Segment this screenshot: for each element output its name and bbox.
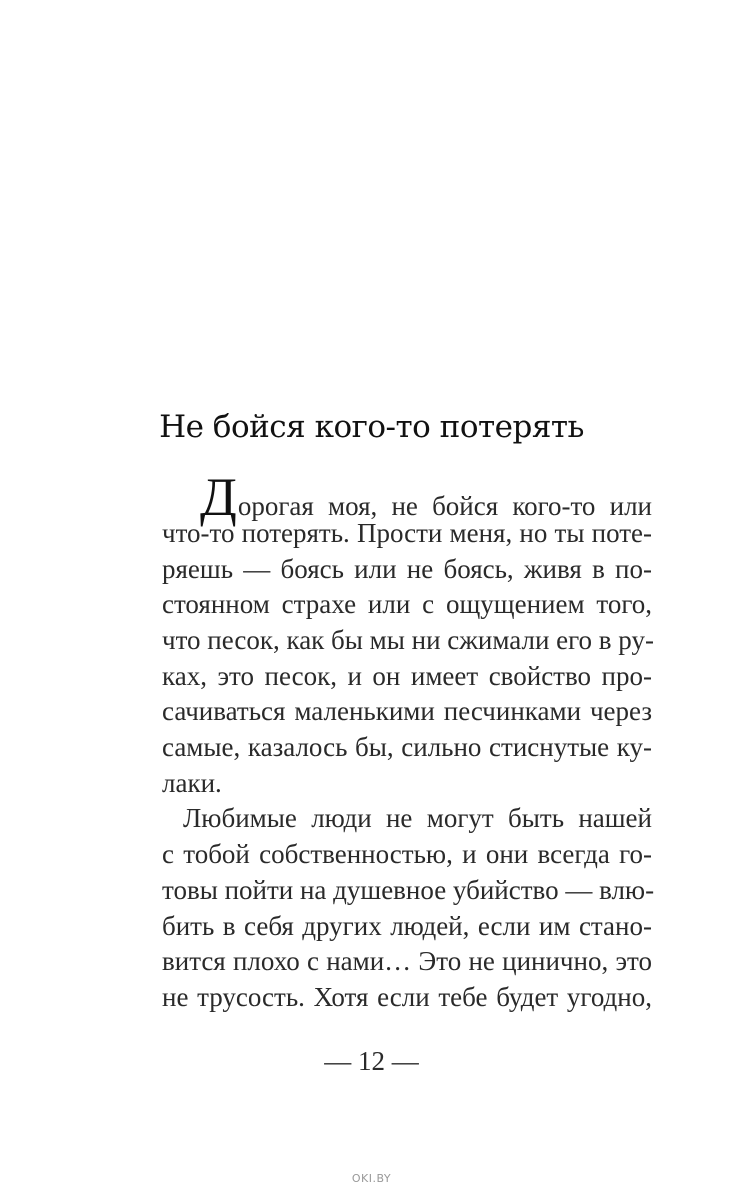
page-number: — 12 —: [324, 1046, 419, 1076]
text-span: орогая моя, не бойся кого-то или: [237, 491, 652, 521]
text-line: бить в себя других людей, если им стано-: [162, 911, 652, 941]
text-line: с тобой собственностью, и они всегда го-: [162, 839, 652, 869]
text-line: [200, 467, 652, 527]
chapter-title: Не бойся кого-то потерять: [159, 409, 584, 445]
watermark: OKI.BY: [351, 1172, 392, 1185]
text-line: ках, это песок, и он имеет свойство про-: [162, 661, 652, 691]
text-line: самые, казалось бы, сильно стиснутые ку-: [162, 732, 652, 762]
drop-cap: Д: [200, 467, 237, 527]
text-line: сачиваться маленькими песчинками через: [162, 696, 652, 726]
text-line: что песок, как бы мы ни сжимали его в ру-: [162, 625, 654, 655]
text-line: Любимые люди не могут быть нашей: [183, 803, 652, 833]
text-line: не трусость. Хотя если тебе будет угодно,: [162, 982, 652, 1012]
text-line: что-то потерять. Прости меня, но ты поте-: [162, 518, 652, 548]
text-line: стоянном страхе или с ощущением того,: [162, 589, 652, 619]
text-line: лаки.: [162, 768, 222, 798]
text-line: вится плохо с нами… Это не цинично, это: [162, 946, 652, 976]
text-line: ряешь — боясь или не боясь, живя в по-: [162, 554, 652, 584]
text-line: товы пойти на душевное убийство — влю-: [162, 875, 655, 905]
